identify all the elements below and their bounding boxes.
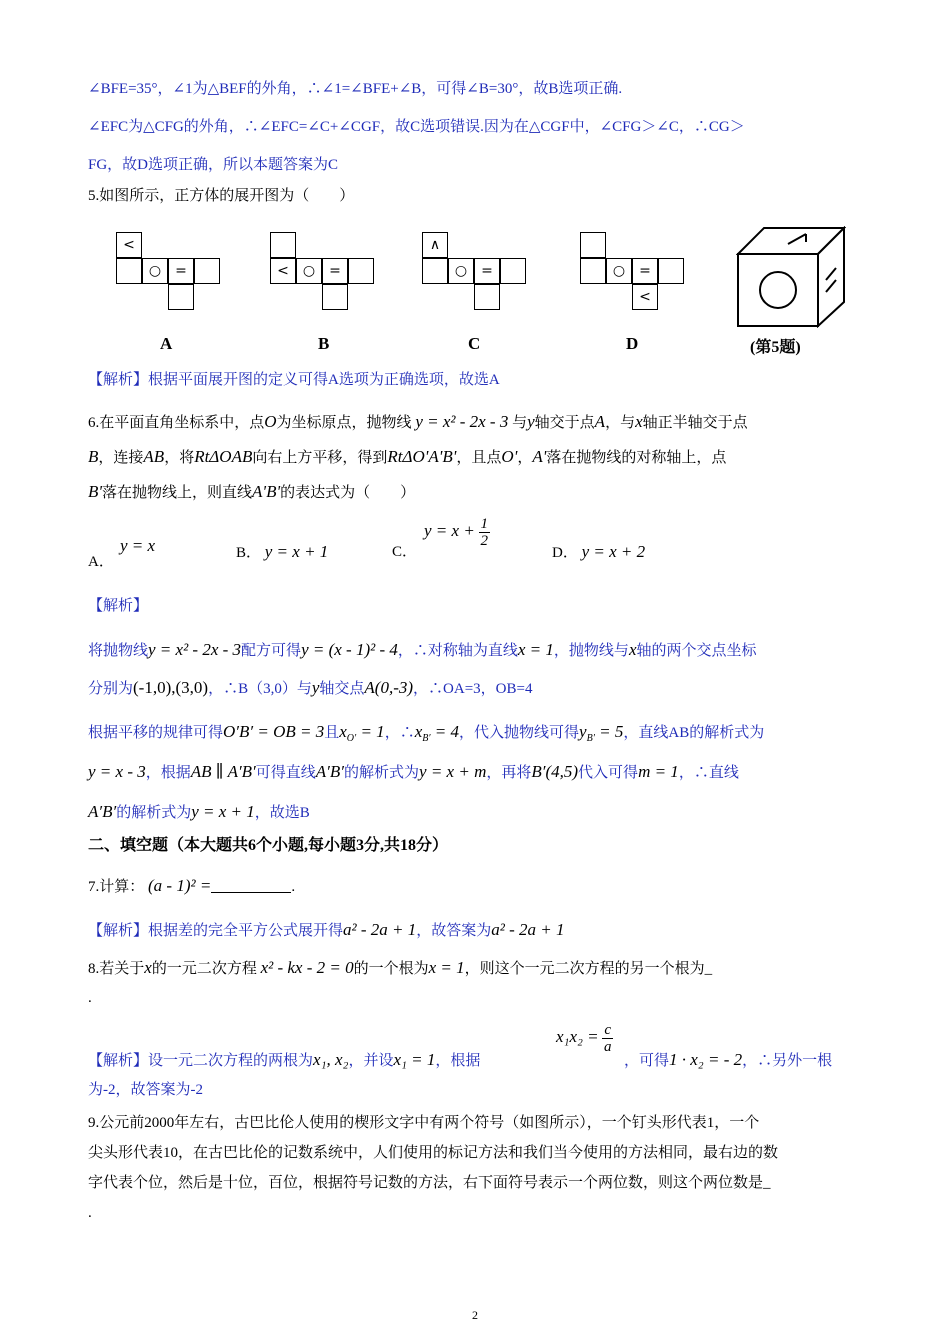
face-eq: = <box>168 258 194 284</box>
analysis-tag: 【解析】 <box>88 372 149 388</box>
analysis-line-2: ∠EFC为△CFG的外角，∴∠EFC=∠C+∠CGF，故C选项错误.因为在△CGF中，∠CFG＞∠C，∴CG＞ <box>88 119 745 135</box>
text: ，与 <box>605 415 636 431</box>
text: 与 <box>512 415 528 431</box>
text: 为坐标原点，抛物线 <box>276 415 412 431</box>
math: O <box>264 412 277 431</box>
face-eq: = <box>474 258 500 284</box>
solution-line-5 <box>88 802 310 823</box>
math: y = x + 1 <box>191 802 255 821</box>
vieta-formula <box>556 1022 613 1055</box>
answer-6-tag: 【解析】 <box>88 598 149 614</box>
text: 分别为 <box>88 681 134 697</box>
face-lt: < <box>116 232 142 258</box>
text: ，根据 <box>145 765 191 781</box>
text: ，∴对称轴为直线 <box>397 643 518 659</box>
option-letter: B． <box>236 545 262 561</box>
analysis-line-1: ∠BFE=35°，∠1为△BEF的外角，∴∠1=∠BFE+∠B，可得∠B=30°，故B选项正确. <box>88 81 623 97</box>
text: ，将 <box>164 450 195 466</box>
text: 7.计算： <box>88 879 145 895</box>
face <box>580 232 606 258</box>
math: AB <box>143 447 165 466</box>
question-6-line-2 <box>88 447 726 468</box>
text: 落在抛物线的对称轴上，点 <box>546 450 727 466</box>
label-d: D <box>626 334 639 353</box>
face-lt: < <box>632 284 658 310</box>
answer-5-text: 根据平面展开图的定义可得A选项为正确选项，故选A <box>148 372 500 388</box>
face-caret: ∧ <box>422 232 448 258</box>
option-b <box>236 542 328 563</box>
option-expr: y = x + 1 <box>264 542 329 561</box>
math: x = 1 <box>428 958 465 977</box>
analysis-tag: 【解析】 <box>88 1053 149 1069</box>
cube-figure <box>736 226 846 328</box>
face-eq: = <box>322 258 348 284</box>
answer-blank[interactable] <box>211 878 291 893</box>
answer-7 <box>88 920 565 941</box>
text: 的表达式为（ ） <box>280 485 416 501</box>
solution-line-4 <box>88 762 739 783</box>
text: ，∴另外一根 <box>742 1053 833 1069</box>
math: x <box>635 412 643 431</box>
face <box>168 284 194 310</box>
face <box>474 284 500 310</box>
answer-8-line-1b <box>624 1050 832 1071</box>
math: x₁x₂ = <box>556 1026 599 1046</box>
math: A' <box>532 447 547 466</box>
fraction <box>479 516 491 549</box>
math: x = 1 <box>517 640 554 659</box>
figure-5 <box>110 226 870 358</box>
analysis-tag: 【解析】 <box>88 923 149 939</box>
answer-8-line-2: 为-2，故答案为-2 <box>88 1082 203 1098</box>
option-a <box>88 552 114 572</box>
text: ，再将 <box>486 765 532 781</box>
math: y = x + m <box>419 762 487 781</box>
math: a² - 2a + 1 <box>343 920 417 939</box>
math: x <box>144 958 152 977</box>
text: ，∴B（3,0）与 <box>208 681 312 697</box>
text: ，直线AB的解析式为 <box>623 725 765 741</box>
text: 轴正半轴交于点 <box>642 415 748 431</box>
text: 轴交点 <box>319 681 365 697</box>
math: A'B' <box>252 482 281 501</box>
option-letter: A． <box>88 554 114 570</box>
section-2-heading: 二、填空题（本大题共6个小题,每小题3分,共18分） <box>88 837 449 854</box>
question-6-line-1 <box>88 412 748 433</box>
text: 根据平移的规律可得 <box>88 725 224 741</box>
math: x₁ = 1 <box>393 1050 436 1069</box>
option-d <box>552 542 645 563</box>
math: = 4 <box>430 722 460 741</box>
math: B <box>88 447 99 466</box>
text: ，并设 <box>348 1053 394 1069</box>
math: B' <box>88 482 103 501</box>
figure-caption: (第5题) <box>750 339 801 356</box>
face <box>348 258 374 284</box>
text: 代入可得 <box>578 765 639 781</box>
face-eq: = <box>632 258 658 284</box>
math: x <box>339 722 347 741</box>
text: ，根据 <box>435 1053 481 1069</box>
math: RtΔOAB <box>194 447 253 466</box>
face <box>194 258 220 284</box>
text: ，可得 <box>624 1053 670 1069</box>
text: 根据差的完全平方公式展开得 <box>148 923 344 939</box>
option-c-expr <box>424 516 490 549</box>
solution-line-1 <box>88 640 757 661</box>
text: 8.若关于 <box>88 961 145 977</box>
question-8 <box>88 958 712 979</box>
question-8-dot: . <box>88 990 92 1006</box>
text: 设一元二次方程的两根为 <box>148 1053 314 1069</box>
math: y <box>579 722 587 741</box>
text: 可得直线 <box>255 765 316 781</box>
face <box>500 258 526 284</box>
question-9-line-1: 9.公元前2000年左右，古巴比伦人使用的楔形文字中有两个符号（如图所示），一个钉头形代表1，一个 <box>88 1115 760 1131</box>
fraction <box>602 1022 613 1055</box>
text: ，且点 <box>456 450 502 466</box>
text: 配方可得 <box>241 643 302 659</box>
text: ，∴OA=3，OB=4 <box>413 681 533 697</box>
text: 的解析式为 <box>116 805 192 821</box>
question-9-line-3: 字代表个位，然后是十位，百位，根据符号记数的方法，右下面符号表示一个两位数，则这个两位数是_ <box>88 1175 771 1191</box>
text: 向右上方平移，得到 <box>252 450 388 466</box>
question-9-line-2: 尖头形代表10，在古巴比伦的记数系统中，人们使用的标记方法和我们当今使用的方法相同，最右边的数 <box>88 1145 779 1161</box>
math: A(0,-3) <box>364 678 414 697</box>
text: 轴的两个交点坐标 <box>636 643 757 659</box>
text: 轴交于点 <box>534 415 595 431</box>
math: (a - 1)² = <box>148 876 212 895</box>
text: 的一个根为 <box>353 961 429 977</box>
math: x² - kx - 2 = 0 <box>260 958 354 977</box>
math: a² - 2a + 1 <box>491 920 565 939</box>
text: ，代入抛物线可得 <box>459 725 580 741</box>
answer-8-line-1 <box>88 1050 480 1071</box>
math: B′(4,5) <box>531 762 579 781</box>
question-5: 5.如图所示，正方体的展开图为（ ） <box>88 188 355 204</box>
denominator: 2 <box>480 533 489 549</box>
math: A′B′ <box>88 802 117 821</box>
text: . <box>291 879 296 895</box>
option-letter: D． <box>552 545 578 561</box>
math: x₁, x₂ <box>313 1050 349 1069</box>
denominator: a <box>603 1039 612 1055</box>
math: = 5 <box>594 722 624 741</box>
text: 的解析式为 <box>344 765 420 781</box>
subscript: B′ <box>422 733 431 744</box>
math: A <box>594 412 606 431</box>
math-parabola: y = x² - 2x - 3 <box>415 412 509 431</box>
math: y = x - 3 <box>88 762 146 781</box>
face <box>270 232 296 258</box>
text: ，连接 <box>98 450 144 466</box>
text: ，∴直线 <box>678 765 739 781</box>
face-circle: ○ <box>448 258 474 284</box>
answer-5 <box>88 370 500 390</box>
solution-line-2 <box>88 678 532 699</box>
text: 将抛物线 <box>88 643 149 659</box>
text: ，故选B <box>254 805 310 821</box>
subscript: O′ <box>346 733 357 744</box>
face <box>422 258 448 284</box>
question-9-dot: . <box>88 1205 92 1221</box>
page-number: 2 <box>472 1308 478 1322</box>
option-a-expr: y = x <box>120 536 156 555</box>
math: m = 1 <box>638 762 679 781</box>
subscript: B′ <box>586 733 595 744</box>
math: RtΔO'A'B' <box>387 447 457 466</box>
math: y = (x - 1)² - 4 <box>301 640 398 659</box>
option-letter: C． <box>392 544 418 560</box>
face <box>322 284 348 310</box>
label-c: C <box>468 334 481 353</box>
face-circle: ○ <box>606 258 632 284</box>
numerator: c <box>604 1022 612 1038</box>
option-expr: y = x + <box>424 520 475 540</box>
text: 6.在平面直角坐标系中，点 <box>88 415 265 431</box>
face-circle: ○ <box>142 258 168 284</box>
face-circle: ○ <box>296 258 322 284</box>
face <box>116 258 142 284</box>
text: ，∴ <box>384 725 415 741</box>
face <box>658 258 684 284</box>
text: ，抛物线与 <box>553 643 629 659</box>
text: 的一元二次方程 <box>151 961 257 977</box>
option-c <box>392 542 417 562</box>
math: AB ∥ A′B′ <box>190 762 256 781</box>
analysis-line-3: FG，故D选项正确，所以本题答案为C <box>88 157 339 173</box>
question-7 <box>88 876 295 897</box>
math: 1 · x₂ = - 2 <box>669 1050 743 1069</box>
text: 且 <box>324 725 340 741</box>
label-a: A <box>160 334 173 353</box>
math: A′B′ <box>315 762 345 781</box>
math: y = x² - 2x - 3 <box>148 640 242 659</box>
face-lt: < <box>270 258 296 284</box>
text: ，故答案为 <box>416 923 492 939</box>
math: x <box>414 722 423 741</box>
math: y <box>527 412 535 431</box>
face <box>580 258 606 284</box>
math: (-1,0),(3,0) <box>133 678 209 697</box>
math: O' <box>501 447 518 466</box>
numerator: 1 <box>480 516 489 532</box>
text: 落在抛物线上，则直线 <box>102 485 253 501</box>
math: y <box>311 678 320 697</box>
solution-line-3 <box>88 722 764 749</box>
question-6-line-3 <box>88 482 415 503</box>
option-expr: y = x + 2 <box>581 542 646 561</box>
text: ，则这个一元二次方程的另一个根为_ <box>464 961 713 977</box>
math: = 1 <box>356 722 385 741</box>
text: ， <box>517 450 533 466</box>
label-b: B <box>318 334 330 353</box>
math: O′B′ = OB = 3 <box>223 722 325 741</box>
math: x <box>628 640 637 659</box>
